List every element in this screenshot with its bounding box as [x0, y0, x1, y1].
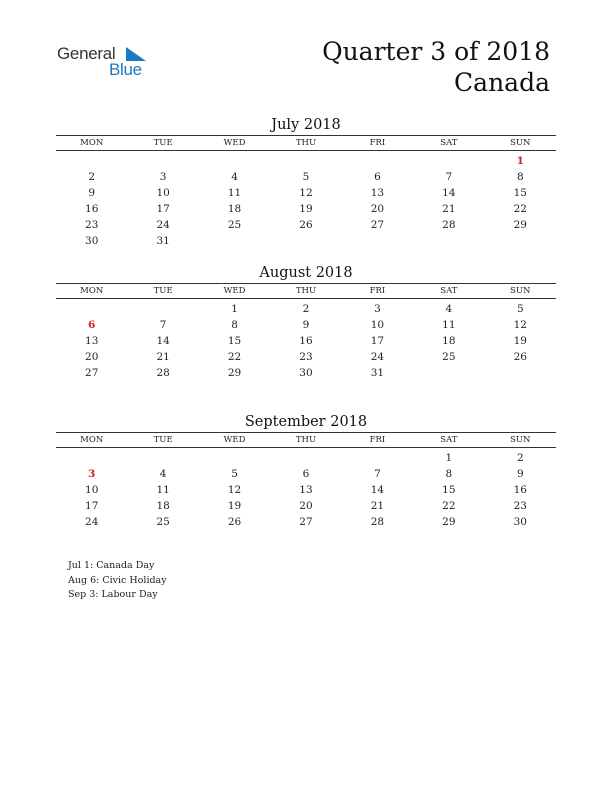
weekday-label: FRI	[369, 435, 386, 445]
day-cell: 18	[156, 500, 170, 512]
day-cell: 27	[299, 516, 313, 528]
day-cell: 9	[88, 187, 96, 199]
logo-blue-text: Blue	[109, 60, 142, 79]
weekday-label: SUN	[510, 138, 531, 148]
day-cell: 26	[227, 516, 242, 528]
empty-cell	[270, 153, 341, 169]
day-cell: 5	[231, 468, 238, 480]
holiday-notes	[68, 559, 167, 603]
day-cell: 12	[513, 319, 527, 331]
empty-cell	[56, 301, 127, 317]
day-cell: 7	[159, 319, 167, 331]
day-cell: 2	[88, 171, 96, 183]
day-cell: 17	[85, 500, 99, 512]
day-cell: 24	[156, 219, 170, 231]
day-cell: 21	[370, 500, 385, 512]
day-cell: 7	[374, 468, 381, 480]
day-cell: 23	[299, 351, 313, 363]
weekday-label: FRI	[369, 286, 386, 296]
holiday-note: Jul 1: Canada Day	[68, 560, 155, 571]
day-cell: 29	[442, 516, 456, 528]
weekday-header	[56, 432, 556, 448]
day-cell: 22	[513, 203, 527, 215]
day-cell: 28	[370, 516, 385, 528]
day-cell: 14	[442, 187, 456, 199]
page-title	[322, 36, 550, 98]
weekday-label: TUE	[153, 435, 173, 445]
day-cell: 28	[156, 367, 170, 379]
day-cell: 29	[513, 219, 527, 231]
empty-cell	[56, 450, 127, 466]
weekday-label: THU	[295, 138, 317, 148]
day-cell: 25	[156, 516, 170, 528]
month-title: July 2018	[271, 117, 341, 133]
holiday-note: Aug 6: Civic Holiday	[68, 574, 167, 586]
day-cell: 23	[513, 500, 527, 512]
weekday-label: SAT	[440, 435, 458, 445]
weekday-label: WED	[223, 435, 246, 445]
weekday-label: SUN	[510, 286, 531, 296]
empty-cell	[342, 153, 413, 169]
day-cell: 23	[85, 219, 99, 231]
day-cell: 22	[442, 500, 456, 512]
day-cell: 10	[156, 187, 170, 199]
day-cell: 14	[370, 484, 385, 496]
day-cell: 8	[445, 468, 453, 480]
day-cell: 3	[159, 171, 167, 183]
day-cell: 26	[299, 219, 313, 231]
day-cell: 26	[513, 351, 527, 363]
day-cell: 15	[513, 187, 527, 199]
month-july	[56, 115, 556, 249]
weekday-header	[56, 283, 556, 299]
day-cell: 15	[442, 484, 456, 496]
day-cell: 21	[156, 351, 170, 363]
weekday-label: WED	[223, 138, 246, 148]
day-cell: 8	[516, 171, 524, 183]
weekday-label: FRI	[369, 138, 386, 148]
day-cell: 13	[299, 484, 313, 496]
day-cell: 24	[85, 516, 99, 528]
day-cell: 13	[85, 335, 99, 347]
empty-cell	[270, 450, 341, 466]
day-cell: 15	[227, 335, 242, 347]
empty-cell	[342, 450, 413, 466]
day-cell: 18	[227, 203, 242, 215]
day-cell: 11	[442, 319, 456, 331]
day-cell: 16	[299, 335, 313, 347]
empty-cell	[127, 301, 198, 317]
weekday-label: THU	[295, 286, 317, 296]
day-cell: 19	[513, 335, 527, 347]
day-cell: 4	[231, 171, 238, 183]
day-cell: 19	[299, 203, 313, 215]
weekday-label: TUE	[153, 286, 173, 296]
month-august	[56, 263, 556, 381]
day-cell: 9	[516, 468, 524, 480]
weekday-label: MON	[80, 435, 104, 445]
holiday-day-cell: 1	[516, 155, 524, 167]
day-cell: 22	[227, 351, 242, 363]
day-cell: 30	[513, 516, 527, 528]
day-cell: 11	[227, 187, 242, 199]
month-september	[56, 412, 556, 530]
day-grid	[56, 301, 556, 381]
logo-general-text: General	[57, 44, 116, 63]
weekday-label: WED	[223, 286, 246, 296]
day-cell: 10	[85, 484, 99, 496]
day-cell: 11	[156, 484, 170, 496]
logo-triangle-icon	[126, 47, 146, 61]
empty-cell	[127, 450, 198, 466]
day-grid	[56, 450, 556, 530]
quarter-title: Quarter 3 of 2018	[322, 37, 550, 66]
empty-cell	[413, 153, 484, 169]
country-title: Canada	[454, 68, 550, 97]
day-cell: 17	[156, 203, 170, 215]
day-cell: 25	[442, 351, 456, 363]
day-cell: 21	[442, 203, 456, 215]
day-cell: 6	[374, 171, 381, 183]
weekday-label: SAT	[440, 286, 458, 296]
day-grid	[56, 153, 556, 249]
day-cell: 17	[370, 335, 385, 347]
weekday-label: THU	[295, 435, 317, 445]
day-cell: 13	[370, 187, 385, 199]
month-title: September 2018	[244, 414, 368, 430]
day-cell: 7	[445, 171, 453, 183]
generalblue-logo	[57, 44, 157, 84]
empty-cell	[199, 153, 270, 169]
day-cell: 2	[302, 303, 310, 315]
day-cell: 27	[370, 219, 385, 231]
day-cell: 6	[302, 468, 310, 480]
month-title: August 2018	[259, 265, 353, 281]
day-cell: 3	[374, 303, 381, 315]
day-cell: 28	[442, 219, 456, 231]
day-cell: 20	[299, 500, 313, 512]
day-cell: 16	[85, 203, 99, 215]
empty-cell	[56, 153, 127, 169]
day-cell: 12	[299, 187, 313, 199]
day-cell: 4	[159, 468, 167, 480]
day-cell: 5	[516, 303, 524, 315]
day-cell: 29	[227, 367, 242, 379]
day-cell: 31	[156, 235, 170, 247]
day-cell: 20	[370, 203, 385, 215]
day-cell: 4	[445, 303, 453, 315]
day-cell: 14	[156, 335, 170, 347]
day-cell: 12	[227, 484, 242, 496]
day-cell: 1	[445, 452, 453, 464]
day-cell: 5	[302, 171, 310, 183]
day-cell: 24	[370, 351, 385, 363]
empty-cell	[127, 153, 198, 169]
weekday-label: SAT	[440, 138, 458, 148]
holiday-day-cell: 3	[88, 468, 96, 480]
day-cell: 20	[85, 351, 99, 363]
weekday-label: SUN	[510, 435, 531, 445]
day-cell: 30	[299, 367, 313, 379]
weekday-label: MON	[80, 138, 104, 148]
day-cell: 25	[227, 219, 242, 231]
day-cell: 1	[231, 303, 238, 315]
holiday-day-cell: 6	[88, 319, 96, 331]
holiday-note: Sep 3: Labour Day	[68, 589, 158, 600]
weekday-header	[56, 135, 556, 151]
day-cell: 19	[227, 500, 242, 512]
day-cell: 8	[231, 319, 238, 331]
day-cell: 31	[370, 367, 385, 379]
empty-cell	[199, 450, 270, 466]
weekday-label: TUE	[153, 138, 173, 148]
day-cell: 18	[442, 335, 456, 347]
day-cell: 9	[302, 319, 310, 331]
day-cell: 30	[85, 235, 99, 247]
weekday-label: MON	[80, 286, 104, 296]
day-cell: 27	[85, 367, 99, 379]
day-cell: 10	[370, 319, 385, 331]
day-cell: 2	[516, 452, 524, 464]
day-cell: 16	[513, 484, 527, 496]
